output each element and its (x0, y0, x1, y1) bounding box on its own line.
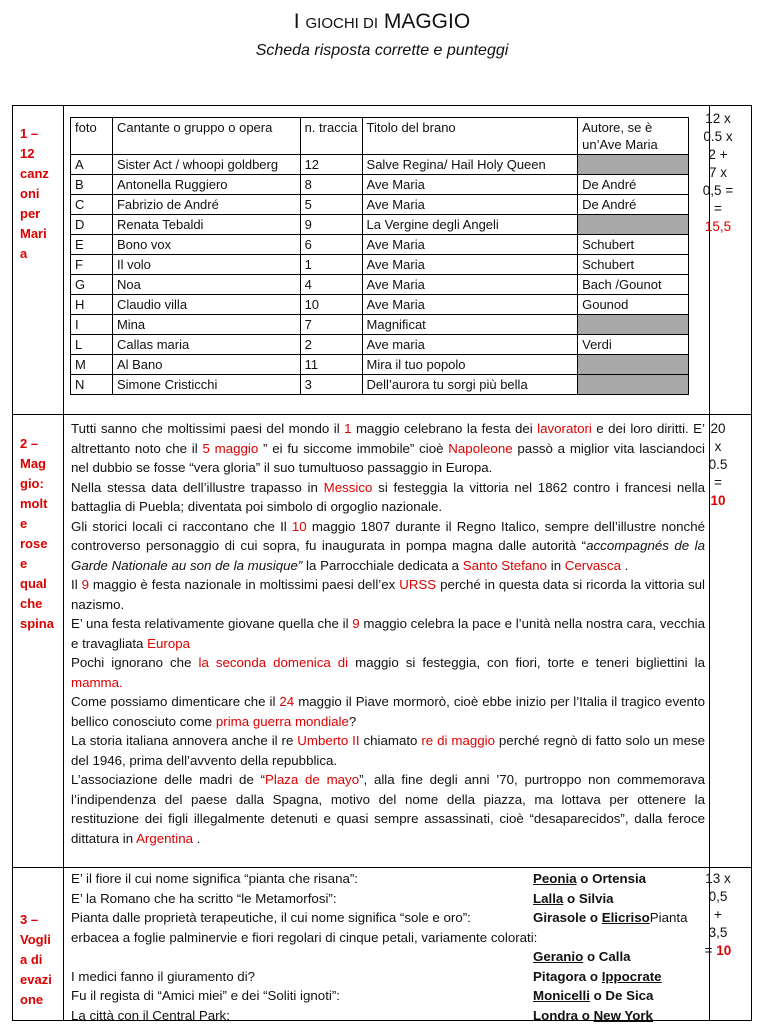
text-run: accompagnés de la Garde Nationale au son de la musique” (71, 538, 705, 573)
quiz-answer (533, 947, 631, 967)
table-row (71, 215, 689, 235)
row-divider-2 (13, 867, 751, 868)
quiz-row (71, 908, 705, 928)
section-3-score-total: 10 (716, 943, 731, 958)
table-row (71, 295, 689, 315)
cell-traccia: 12 (300, 155, 362, 175)
paragraph (71, 478, 705, 517)
text-run: ? (349, 714, 356, 729)
cell-titolo: La Vergine degli Angeli (362, 215, 578, 235)
table-row (71, 155, 689, 175)
quiz-row (71, 967, 705, 987)
quiz-question: erbacea a foglie palminervie e fiori regolari di cinque petali, variamente colorati: (71, 928, 537, 948)
highlighted-answer: 1 (344, 421, 351, 436)
section-label-line: evazi (20, 970, 64, 990)
quiz-row (71, 986, 705, 1006)
cell-autore: Schubert (578, 255, 689, 275)
section-label-line: a di (20, 950, 64, 970)
cell-traccia: 3 (300, 375, 362, 395)
paragraph (71, 653, 705, 692)
cell-cantante: Noa (112, 275, 300, 295)
correct-answer: Monicelli (533, 988, 590, 1003)
cell-titolo: Dell’aurora tu sorgi più bella (362, 375, 578, 395)
section-label-line: 1 – (20, 124, 64, 144)
answer-option: Girasole o (533, 910, 602, 925)
cell-cantante: Al Bano (112, 355, 300, 375)
text-run: e dei loro diritti. E’ altrettanto noto che il (71, 421, 705, 456)
cell-traccia: 10 (300, 295, 362, 315)
text-run: maggio 1807 durante il Regno Italico, sempre dell’illustre nonché controverso personaggio di cui sopra, fu inaugurata in pompa magna dalle autorità “ (71, 519, 705, 554)
page-subtitle: Scheda risposta corrette e punteggi (0, 42, 764, 60)
cell-titolo: Ave Maria (362, 195, 578, 215)
cell-foto: E (71, 235, 113, 255)
cell-titolo: Mira il tuo popolo (362, 355, 578, 375)
cell-titolo: Ave Maria (362, 175, 578, 195)
cell-traccia: 9 (300, 215, 362, 235)
highlighted-answer: la seconda domenica di (198, 655, 348, 670)
cell-autore: Gounod (578, 295, 689, 315)
text-run: maggio si festeggia, con fiori, torte e teneri bigliettini la (348, 655, 705, 670)
cell-cantante: Claudio villa (112, 295, 300, 315)
highlighted-answer: Europa (147, 636, 190, 651)
section-3-score-eq: = (705, 943, 717, 958)
section-label-line: gio: (20, 474, 64, 494)
cell-foto: A (71, 155, 113, 175)
section-label-line: 2 – (20, 434, 64, 454)
cell-titolo: Salve Regina/ Hail Holy Queen (362, 155, 578, 175)
text-run: perché in questa data si ricorda la vittoria sul nazismo. (71, 577, 705, 612)
quiz-question: I medici fanno il giuramento di? (71, 967, 255, 987)
paragraph (71, 614, 705, 653)
text-run: Come possiamo dimenticare che il (71, 694, 279, 709)
cell-foto: L (71, 335, 113, 355)
quiz-row (71, 928, 705, 948)
cell-titolo: Ave Maria (362, 275, 578, 295)
cell-cantante: Fabrizio de André (112, 195, 300, 215)
table-row (71, 175, 689, 195)
quiz-question: La città con il Central Park: (71, 1006, 230, 1025)
answer-option: o Ortensia (577, 871, 646, 886)
table-row (71, 315, 689, 335)
cell-cantante: Sister Act / whoopi goldberg (112, 155, 300, 175)
section-1-score-total: 15,5 (697, 218, 739, 236)
cell-traccia: 6 (300, 235, 362, 255)
cell-foto: G (71, 275, 113, 295)
section-label-line: e (20, 554, 64, 574)
paragraph (71, 575, 705, 614)
section-label-line: 3 – (20, 910, 64, 930)
cell-autore: Verdi (578, 335, 689, 355)
cell-autore: De André (578, 175, 689, 195)
text-run: si festeggia la vittoria nel 1862 contro i francesi nella battaglia di Puebla; diventata poi simbolo di orgoglio nazionale. (71, 480, 705, 515)
section-2-label (12, 434, 64, 634)
cell-titolo: Magnificat (362, 315, 578, 335)
section-label-line: 12 (20, 144, 64, 164)
header-autore: Autore, se è un’Ave Maria (578, 118, 689, 155)
cell-titolo: Ave Maria (362, 235, 578, 255)
table-row (71, 335, 689, 355)
score-line: = (697, 474, 739, 492)
cell-traccia: 4 (300, 275, 362, 295)
cell-cantante: Il volo (112, 255, 300, 275)
highlighted-answer: Santo Stefano (463, 558, 547, 573)
correct-answer: Geranio (533, 949, 583, 964)
cell-cantante: Mina (112, 315, 300, 335)
score-line: 0.5 x (697, 128, 739, 146)
quiz-row (71, 947, 705, 967)
cell-foto: C (71, 195, 113, 215)
cell-cantante: Antonella Ruggiero (112, 175, 300, 195)
text-run: La storia italiana annovera anche il re (71, 733, 297, 748)
text-run: maggio celebrano la festa dei (352, 421, 538, 436)
quiz-row (71, 889, 705, 909)
score-line: 13 x (697, 870, 739, 888)
quiz-question: E’ il fiore il cui nome significa “pianta che risana”: (71, 869, 358, 889)
header-cantante: Cantante o gruppo o opera (112, 118, 300, 155)
paragraph (71, 517, 705, 576)
section-2-text (71, 419, 705, 848)
paragraph (71, 419, 705, 478)
correct-answer: Peonia (533, 871, 577, 886)
section-label-line: oni (20, 184, 64, 204)
section-label-line: a (20, 244, 64, 264)
cell-titolo: Ave Maria (362, 295, 578, 315)
cell-foto: F (71, 255, 113, 275)
text-run: L’associazione delle madri de “ (71, 772, 265, 787)
highlighted-answer: Napoleone (448, 441, 512, 456)
cell-titolo: Ave maria (362, 335, 578, 355)
title-last: MAGGIO (384, 10, 470, 33)
section-label-line: qual (20, 574, 64, 594)
text-run: Nella stessa data dell’illustre trapasso in (71, 480, 324, 495)
section-1-label (12, 124, 64, 264)
score-line: 3,5 (697, 924, 739, 942)
quiz-question: Fu il regista di “Amici miei” e dei “Soliti ignoti”: (71, 986, 340, 1006)
songs-table (70, 117, 689, 395)
cell-cantante: Callas maria (112, 335, 300, 355)
text-run: Pochi ignorano che (71, 655, 198, 670)
cell-cantante: Simone Cristicchi (112, 375, 300, 395)
section-3-label (12, 910, 64, 1010)
quiz-answer (533, 869, 646, 889)
table-row (71, 375, 689, 395)
score-line: 0,5 (697, 888, 739, 906)
text-run: in (547, 558, 565, 573)
highlighted-answer: Argentina (136, 831, 193, 846)
text-run: ” ei fu siccome immobile” cioè (258, 441, 448, 456)
text-run: . (193, 831, 200, 846)
quiz-answer (533, 986, 653, 1006)
cell-autore (578, 155, 689, 175)
answer-option: Pitagora o (533, 969, 602, 984)
highlighted-answer: URSS (399, 577, 436, 592)
section-label-line: one (20, 990, 64, 1010)
answer-option: o Silvia (563, 891, 613, 906)
text-run: Il (71, 577, 82, 592)
quiz-question: E’ la Romano che ha scritto “le Metamorfosi”: (71, 889, 337, 909)
section-label-line: molt (20, 494, 64, 514)
header-traccia: n. traccia (300, 118, 362, 155)
section-label-line: rose (20, 534, 64, 554)
section-label-line: che (20, 594, 64, 614)
score-line: 12 x (697, 110, 739, 128)
highlighted-answer: Umberto II (297, 733, 359, 748)
text-run: Tutti sanno che moltissimi paesi del mondo il (71, 421, 344, 436)
title-first: I (294, 10, 300, 33)
highlighted-answer: lavoratori (537, 421, 592, 436)
table-row (71, 195, 689, 215)
cell-foto: I (71, 315, 113, 335)
text-run: perché regnò di fatto solo un mese del 1946, prima dell’avvento della repubblica. (71, 733, 705, 768)
cell-autore: Schubert (578, 235, 689, 255)
text-run: E’ una festa relativamente giovane quella che il (71, 616, 352, 631)
score-line: + (697, 906, 739, 924)
quiz-row (71, 1006, 705, 1025)
section-1-score (697, 110, 739, 236)
answer-option: o Calla (583, 949, 630, 964)
highlighted-answer: 10 (292, 519, 307, 534)
answer-option: Pianta (650, 910, 688, 925)
highlighted-answer: 9 (352, 616, 359, 631)
section-label-line: Vogli (20, 930, 64, 950)
cell-autore: Bach /Gounot (578, 275, 689, 295)
page-title (0, 10, 764, 34)
section-label-line: per (20, 204, 64, 224)
score-line: = (697, 200, 739, 218)
highlighted-answer: 5 maggio (202, 441, 258, 456)
correct-answer: Lalla (533, 891, 563, 906)
section-2-score-total: 10 (697, 492, 739, 510)
cell-autore (578, 315, 689, 335)
cell-traccia: 7 (300, 315, 362, 335)
text-run: Gli storici locali ci raccontano che Il (71, 519, 292, 534)
text-run: maggio celebra la pace e l’unità nella nostra cara, vecchia e travagliata (71, 616, 705, 651)
answer-option: Londra o (533, 1008, 594, 1023)
header-titolo: Titolo del brano (362, 118, 578, 155)
cell-foto: B (71, 175, 113, 195)
text-run: ”, alla fine degli anni ’70, purtroppo non commemorava l’indipendenza del paese dalla Spagna, motivo del nome della piazza, ma lottava per ottenere la restituzione dei figli illegalmente detenuti e quasi sempre assassinati, cioè “desaparecidos”, dalla feroce dittatura in (71, 772, 705, 846)
correct-answer: Ippocrate (602, 969, 662, 984)
cell-foto: H (71, 295, 113, 315)
text-run: chiamato (360, 733, 422, 748)
cell-autore (578, 215, 689, 235)
score-line: 7 x (697, 164, 739, 182)
score-line: 20 (697, 420, 739, 438)
cell-traccia: 1 (300, 255, 362, 275)
text-run: maggio è festa nazionale in moltissimi paesi dell’ex (89, 577, 399, 592)
text-run: la Parrocchiale dedicata a (302, 558, 462, 573)
highlighted-answer: Plaza de mayo (265, 772, 359, 787)
correct-answer: New York (594, 1008, 653, 1023)
score-line: 0,5 = (697, 182, 739, 200)
cell-titolo: Ave Maria (362, 255, 578, 275)
quiz-answer (533, 967, 662, 987)
quiz-answer (533, 889, 614, 909)
section-3-quiz (71, 869, 705, 1025)
highlighted-answer: mamma. (71, 675, 123, 690)
row-divider-1 (13, 414, 751, 415)
cell-traccia: 5 (300, 195, 362, 215)
paragraph (71, 692, 705, 731)
score-line: 0.5 (697, 456, 739, 474)
paragraph (71, 770, 705, 848)
cell-traccia: 11 (300, 355, 362, 375)
quiz-row (71, 869, 705, 889)
cell-autore (578, 375, 689, 395)
cell-foto: M (71, 355, 113, 375)
table-row (71, 355, 689, 375)
section-label-line: spina (20, 614, 64, 634)
cell-cantante: Bono vox (112, 235, 300, 255)
title-smallcaps: GIOCHI DI (305, 15, 378, 32)
highlighted-answer: 24 (279, 694, 294, 709)
cell-cantante: Renata Tebaldi (112, 215, 300, 235)
paragraph (71, 731, 705, 770)
highlighted-answer: 9 (82, 577, 89, 592)
cell-autore: De André (578, 195, 689, 215)
section-label-line: canz (20, 164, 64, 184)
quiz-answer (533, 1006, 653, 1025)
section-label-line: Mari (20, 224, 64, 244)
text-run: . (621, 558, 628, 573)
cell-foto: N (71, 375, 113, 395)
quiz-answer (533, 908, 687, 928)
text-run: maggio il Piave mormorò, cioè ebbe inizio per l’Italia il tragico evento bellico conosciuto come (71, 694, 705, 729)
answer-option: o De Sica (590, 988, 654, 1003)
table-row (71, 275, 689, 295)
cell-autore (578, 355, 689, 375)
highlighted-answer: re di maggio (421, 733, 495, 748)
cell-foto: D (71, 215, 113, 235)
songs-header-row (71, 118, 689, 155)
section-label-line: Mag (20, 454, 64, 474)
quiz-question: Pianta dalle proprietà terapeutiche, il cui nome significa “sole e oro”: (71, 908, 471, 928)
table-row (71, 235, 689, 255)
text-run: passò a miglior vita lasciandoci nel dubbio se fosse “vera gloria” il suo tumultuoso passaggio in Europa. (71, 441, 705, 476)
cell-traccia: 2 (300, 335, 362, 355)
header-foto: foto (71, 118, 113, 155)
score-line: 2 + (697, 146, 739, 164)
section-label-line: e (20, 514, 64, 534)
score-line: x (697, 438, 739, 456)
correct-answer: Elicriso (602, 910, 650, 925)
highlighted-answer: prima guerra mondiale (216, 714, 349, 729)
highlighted-answer: Cervasca (565, 558, 621, 573)
table-row (71, 255, 689, 275)
highlighted-answer: Messico (324, 480, 373, 495)
cell-traccia: 8 (300, 175, 362, 195)
